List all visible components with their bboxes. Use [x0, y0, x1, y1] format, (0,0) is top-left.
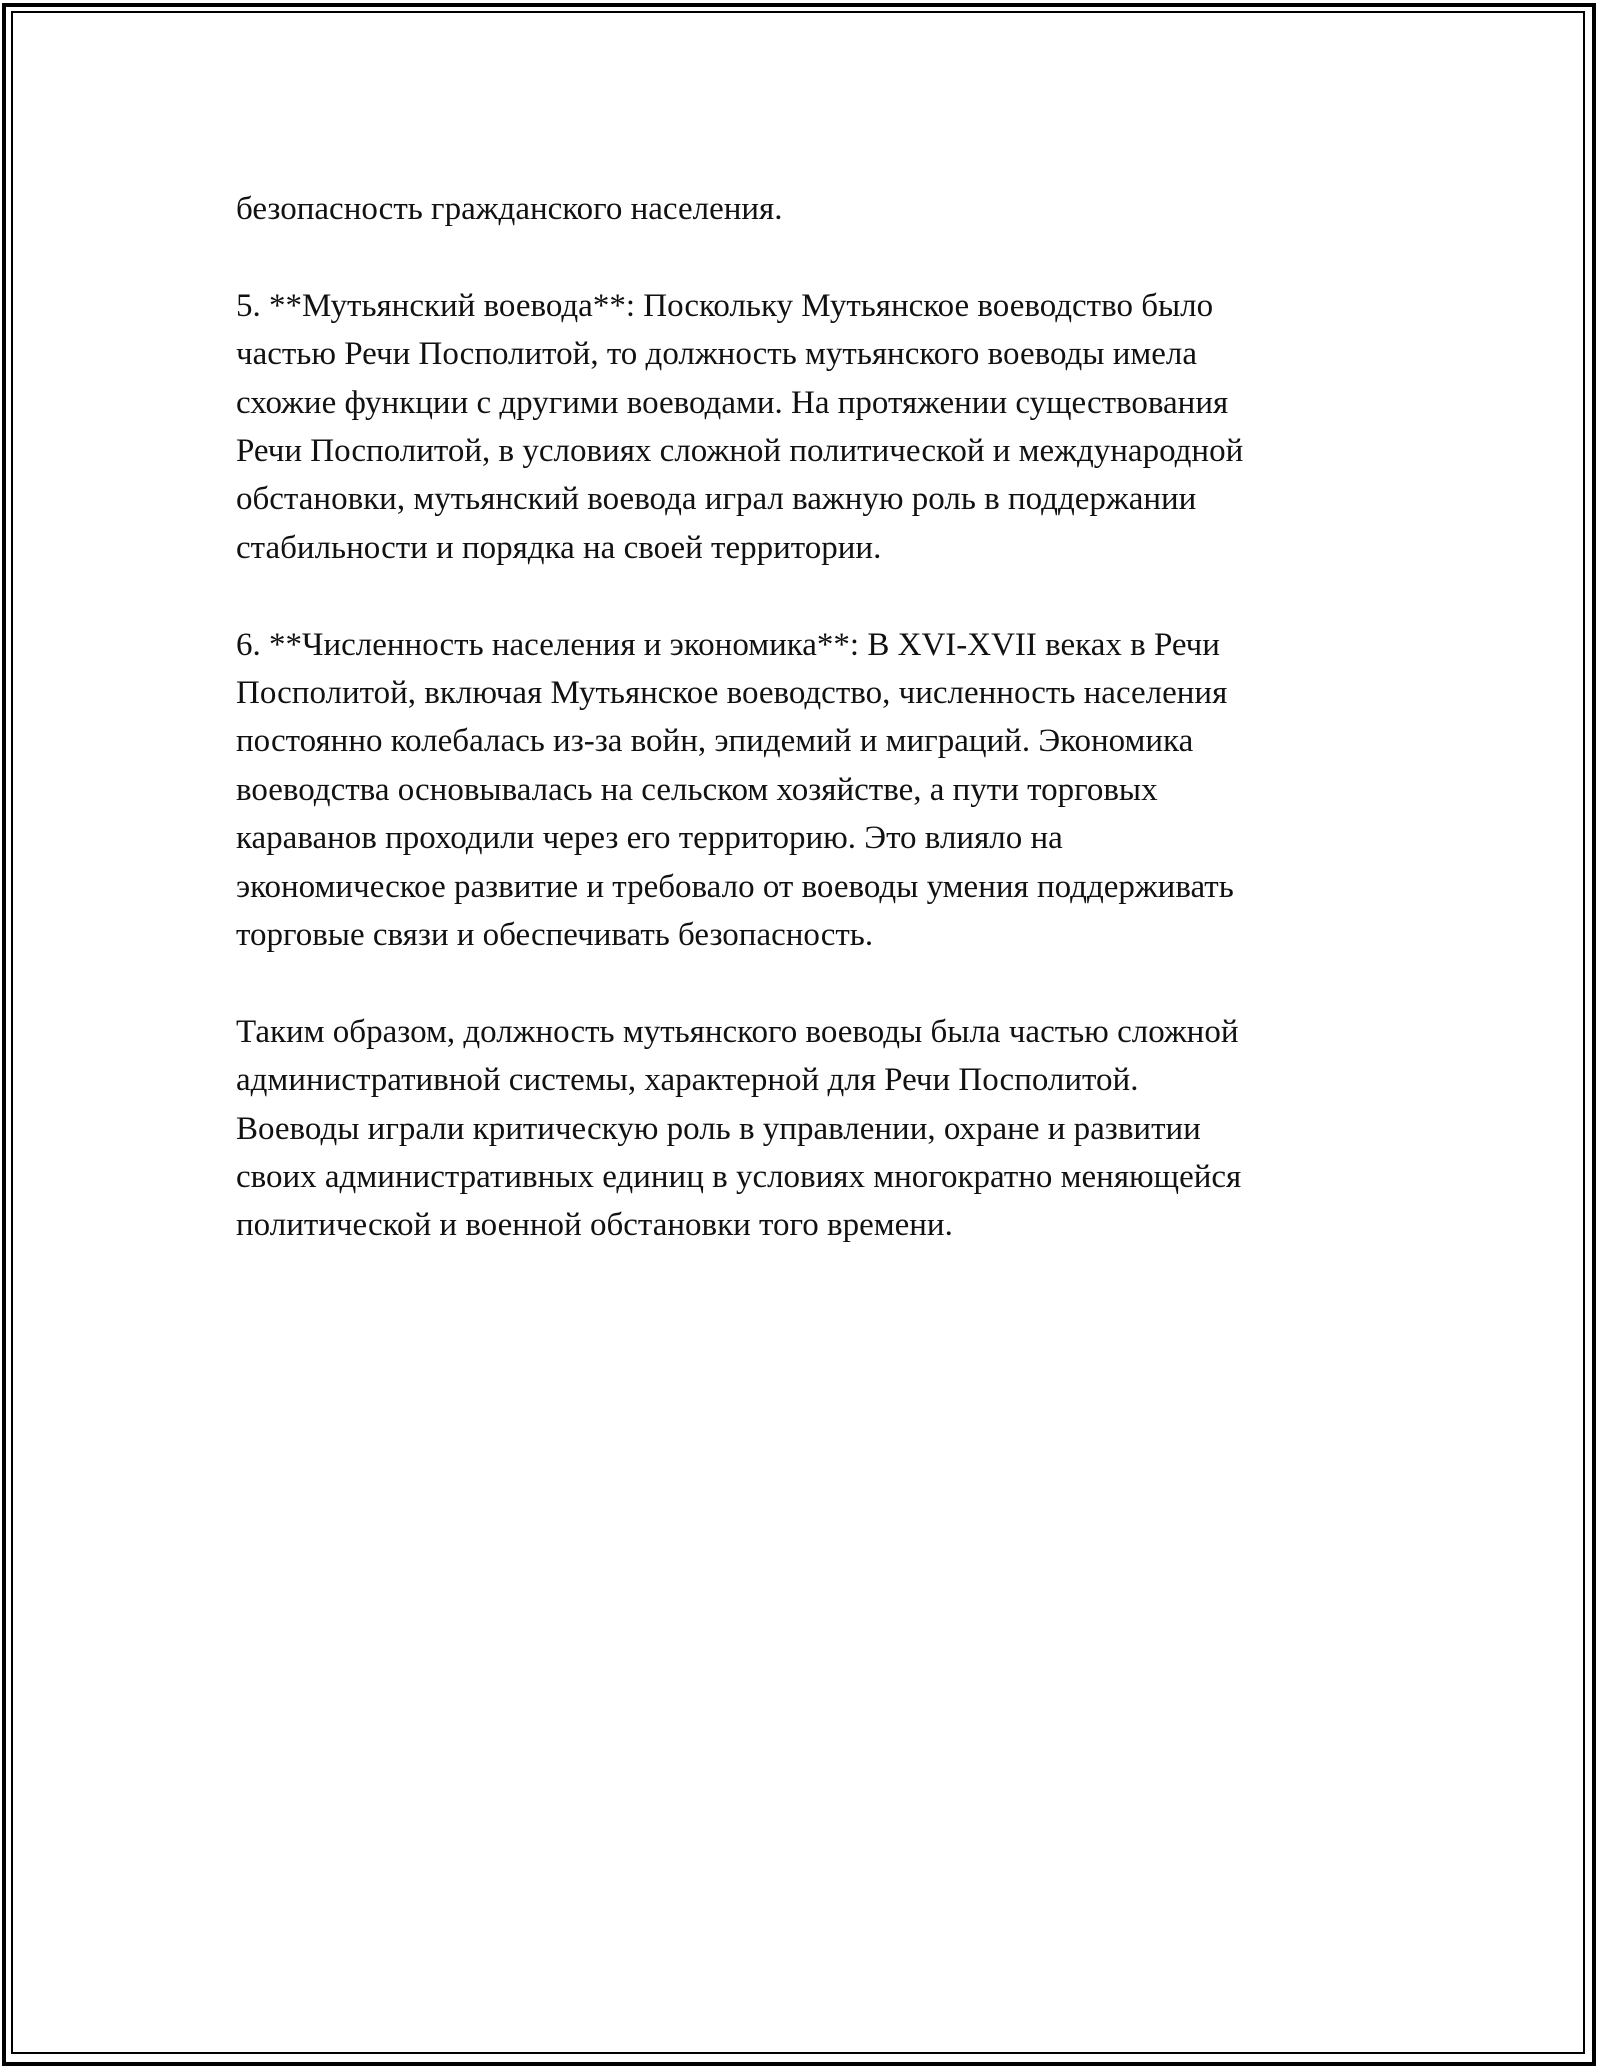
- text-line: схожие функции с другими воеводами. На протяжении существования: [236, 384, 1229, 421]
- document-body: [236, 185, 1416, 1298]
- paragraph-conclusion: [236, 1008, 1416, 1250]
- text-line: Таким образом, должность мутьянского воеводы была частью сложной: [236, 1013, 1239, 1050]
- paragraph-item-6: [236, 621, 1416, 960]
- text-line: воеводства основывалась на сельском хозяйстве, а пути торговых: [236, 771, 1158, 808]
- text-line: стабильности и порядка на своей территории.: [236, 529, 882, 566]
- text-line: Посполитой, включая Мутьянское воеводство, численность населения: [236, 675, 1228, 712]
- text-line: административной системы, характерной для Речи Посполитой.: [236, 1062, 1139, 1099]
- text-line: постоянно колебалась из-за войн, эпидемий и миграций. Экономика: [236, 723, 1194, 760]
- text-line: караванов проходили через его территорию. Это влияло на: [236, 820, 1063, 857]
- text-line: Воеводы играли критическую роль в управлении, охране и развитии: [236, 1110, 1201, 1147]
- text-line: безопасность гражданского населения.: [236, 191, 783, 227]
- text-line: экономическое развитие и требовало от воеводы умения поддерживать: [236, 868, 1234, 905]
- paragraph-item-5: [236, 282, 1416, 572]
- text-line: Речи Посполитой, в условиях сложной политической и международной: [236, 433, 1244, 470]
- text-line: политической и военной обстановки того времени.: [236, 1207, 953, 1244]
- text-line: торговые связи и обеспечивать безопасность.: [236, 917, 874, 954]
- text-line: частью Речи Посполитой, то должность мутьянского воеводы имела: [236, 336, 1198, 373]
- text-line: своих административных единиц в условиях многократно меняющейся: [236, 1159, 1242, 1196]
- text-line: 6. **Численность населения и экономика**: В XVI-XVII веках в Речи: [236, 626, 1220, 663]
- text-line: обстановки, мутьянский воевода играл важную роль в поддержании: [236, 481, 1197, 518]
- text-line: 5. **Мутьянский воевода**: Поскольку Мутьянское воеводство было: [236, 287, 1214, 324]
- paragraph-continuation: [236, 185, 1416, 233]
